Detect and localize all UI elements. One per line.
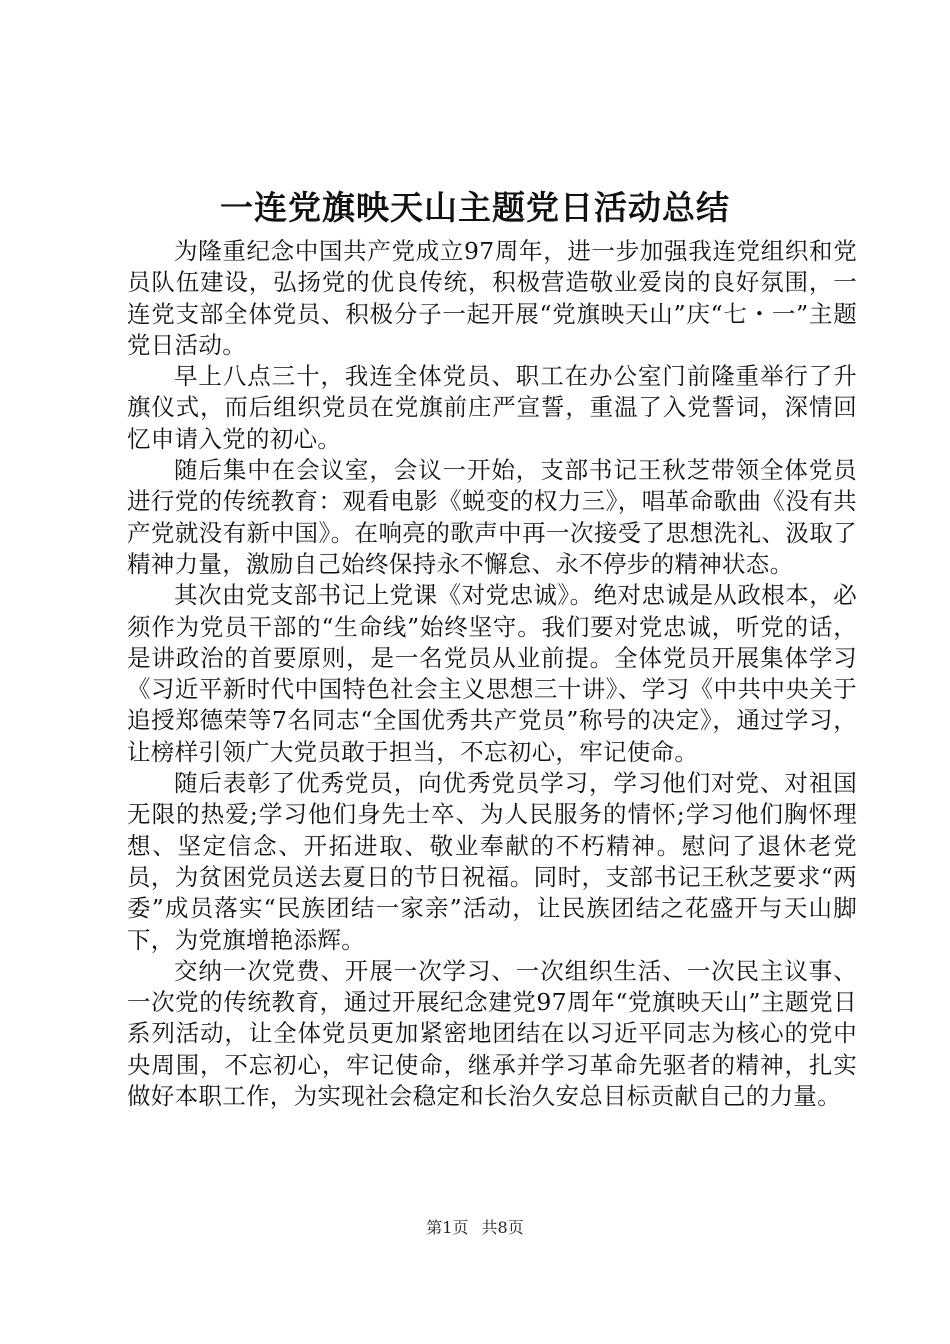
paragraph-intro: 为隆重纪念中国共产党成立97周年，进一步加强我连党组织和党员队伍建设，弘扬党的优良传统，积极营造敬业爱岗的良好氛围，一连党支部全体党员、积极分子一起开展“党旗映天山”庆“七・一”主题党日活动。 <box>127 237 857 359</box>
document-body <box>127 236 857 1112</box>
paragraph-party-lecture: 其次由党支部书记上党课《对党忠诚》。绝对忠诚是从政根本，必须作为党员干部的“生命线”始终坚守。我们要对党忠诚，听党的话，是讲政治的首要原则，是一名党员从业前提。全体党员开展集体学习《习近平新时代中国特色社会主义思想三十讲》、学习《中共中央关于追授郑德荣等7名同志“全国优秀共产党员”称号的决定》，通过学习，让榜样引领广大党员敢于担当，不忘初心，牢记使命。 <box>127 581 857 766</box>
paragraph-commendation: 随后表彰了优秀党员，向优秀党员学习，学习他们对党、对祖国无限的热爱;学习他们身先士卒、为人民服务的情怀;学习他们胸怀理想、坚定信念、开拓进取、敬业奉献的不朽精神。慰问了退休老党员，为贫困党员送去夏日的节日祝福。同时，支部书记王秋芝要求“两委”成员落实“民族团结一家亲”活动，让民族团结之花盛开与天山脚下，为党旗增艳添辉。 <box>127 769 857 954</box>
paragraph-flag-ceremony: 早上八点三十，我连全体党员、职工在办公室门前隆重举行了升旗仪式，而后组织党员在党旗前庄严宣誓，重温了入党誓词，深情回忆申请入党的初心。 <box>127 362 857 453</box>
page-footer <box>0 1217 950 1239</box>
paragraph-conclusion: 交纳一次党费、开展一次学习、一次组织生活、一次民主议事、一次党的传统教育，通过开展纪念建党97周年“党旗映天山”主题党日系列活动，让全体党员更加紧密地团结在以习近平同志为核心的党中央周围，不忘初心，牢记使命，继承并学习革命先驱者的精神，扎实做好本职工作，为实现社会稳定和长治久安总目标贡献自己的力量。 <box>127 956 857 1111</box>
document-title: 一连党旗映天山主题党日活动总结 <box>220 188 730 227</box>
page-number: 第1页 <box>426 1218 469 1237</box>
page-total: 共8页 <box>481 1218 524 1237</box>
paragraph-traditional-education: 随后集中在会议室，会议一开始，支部书记王秋芝带领全体党员进行党的传统教育：观看电影《蜕变的权力三》，唱革命歌曲《没有共产党就没有新中国》。在响亮的歌声中再一次接受了思想洗礼、汲取了精神力量，激励自己始终保持永不懈怠、永不停步的精神状态。 <box>127 456 857 578</box>
